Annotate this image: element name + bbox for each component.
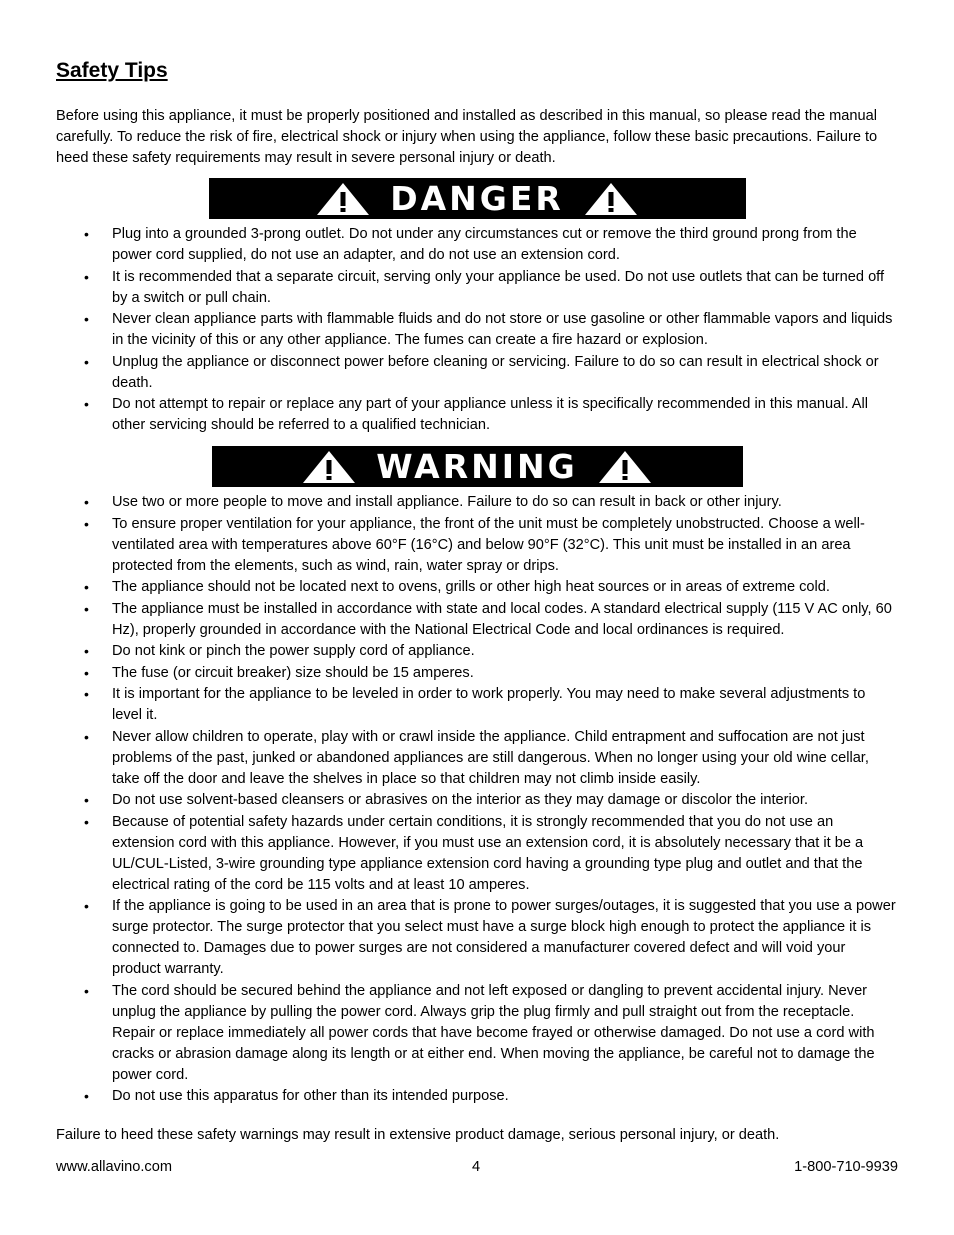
warning-triangle-icon bbox=[584, 182, 638, 216]
warning-list-item: • Never allow children to operate, play with or crawl inside the appliance. Child entrapment and suffocation are not just problems of the past, junked or abandoned appliances are still dangerous. When no longer using your old wine cellar, take off the door and leave the shelves in place so that children may not climb inside easily. bbox=[56, 727, 898, 790]
warning-banner bbox=[212, 446, 743, 487]
warning-label: WARNING bbox=[376, 447, 578, 486]
warning-list-item: • The appliance must be installed in accordance with state and local codes. A standard electrical supply (115 V AC only, 60 Hz), properly grounded in accordance with the National Electrical Code and local ordinances is required. bbox=[56, 599, 898, 641]
danger-list-item: • Never clean appliance parts with flammable fluids and do not store or use gasoline or other flammable vapors and liquids in the vicinity of this or any other appliance. The fumes can create a fire hazard or explosion. bbox=[56, 309, 898, 351]
warning-list-item: • Do not kink or pinch the power supply cord of appliance. bbox=[56, 641, 898, 662]
warning-list-item: • Because of potential safety hazards under certain conditions, it is strongly recommended that you do not use an extension cord with this appliance. However, if you must use an extension cord, it is absolutely necessary that it be a UL/CUL-Listed, 3-wire grounding type appliance extension cord having a grounding type plug and outlet and that the electrical rating of the cord be 115 volts and at least 10 amperes. bbox=[56, 812, 898, 896]
closing-paragraph: Failure to heed these safety warnings may result in extensive product damage, serious personal injury, or death. bbox=[56, 1127, 780, 1143]
warning-list-item: • The appliance should not be located next to ovens, grills or other high heat sources or in areas of extreme cold. bbox=[56, 577, 898, 598]
warning-list-item: • To ensure proper ventilation for your appliance, the front of the unit must be completely unobstructed. Choose a well-ventilated area with temperatures above 60°F (16°C) and below 90°F (32°C). This unit must be installed in an area protected from the elements, such as wind, rain, water spray or drips. bbox=[56, 514, 898, 577]
danger-list-item: • It is recommended that a separate circuit, serving only your appliance be used. Do not use outlets that can be turned off by a switch or pull chain. bbox=[56, 267, 898, 309]
danger-banner bbox=[209, 178, 746, 219]
danger-list-item: • Plug into a grounded 3-prong outlet. Do not under any circumstances cut or remove the third ground prong from the power cord supplied, do not use an adapter, and do not use an extension cord. bbox=[56, 224, 898, 266]
warning-triangle-icon bbox=[302, 450, 356, 484]
danger-list bbox=[56, 224, 898, 436]
warning-list-item: • It is important for the appliance to be leveled in order to work properly. You may need to make several adjustments to level it. bbox=[56, 684, 898, 726]
warning-list-item: • Use two or more people to move and install appliance. Failure to do so can result in back or other injury. bbox=[56, 492, 898, 513]
footer-website: www.allavino.com bbox=[56, 1159, 172, 1175]
warning-list-item: • The fuse (or circuit breaker) size should be 15 amperes. bbox=[56, 663, 898, 684]
warning-list-item: • Do not use this apparatus for other than its intended purpose. bbox=[56, 1086, 898, 1107]
footer-phone: 1-800-710-9939 bbox=[794, 1159, 898, 1175]
page-content bbox=[56, 58, 898, 1146]
page-footer bbox=[56, 1157, 898, 1178]
warning-triangle-icon bbox=[598, 450, 652, 484]
warning-list-item: • Do not use solvent-based cleansers or abrasives on the interior as they may damage or discolor the interior. bbox=[56, 790, 898, 811]
warning-list bbox=[56, 492, 898, 1107]
danger-list-item: • Unplug the appliance or disconnect power before cleaning or servicing. Failure to do so can result in electrical shock or death. bbox=[56, 352, 898, 394]
page-title: Safety Tips bbox=[56, 59, 168, 82]
danger-list-item: • Do not attempt to repair or replace any part of your appliance unless it is specifically recommended in this manual. All other servicing should be referred to a qualified technician. bbox=[56, 394, 898, 436]
warning-triangle-icon bbox=[316, 182, 370, 216]
footer-page-number: 4 bbox=[472, 1159, 481, 1175]
intro-paragraph: Before using this appliance, it must be properly positioned and installed as described in this manual, so please read the manual carefully. To reduce the risk of fire, electrical shock or injury when using the appliance, follow these basic precautions. Failure to heed these safety requirements may result in severe personal injury or death. bbox=[56, 108, 878, 166]
warning-list-item: • If the appliance is going to be used in an area that is prone to power surges/outages, it is suggested that you use a power surge protector. The surge protector that you select must have a surge block high enough to protect the appliance it is connected to. Damages due to power surges are not considered a manufacturer covered defect and will void your product warranty. bbox=[56, 896, 898, 980]
warning-list-item: • The cord should be secured behind the appliance and not left exposed or dangling to prevent accidental injury. Never unplug the appliance by pulling the power cord. Always grip the plug firmly and pull straight out from the receptacle. Repair or replace immediately all power cords that have become frayed or otherwise damaged. Do not use a cord with cracks or abrasion damage along its length or at either end. When moving the appliance, be careful not to damage the power cord. bbox=[56, 981, 898, 1086]
danger-label: DANGER bbox=[390, 179, 564, 218]
